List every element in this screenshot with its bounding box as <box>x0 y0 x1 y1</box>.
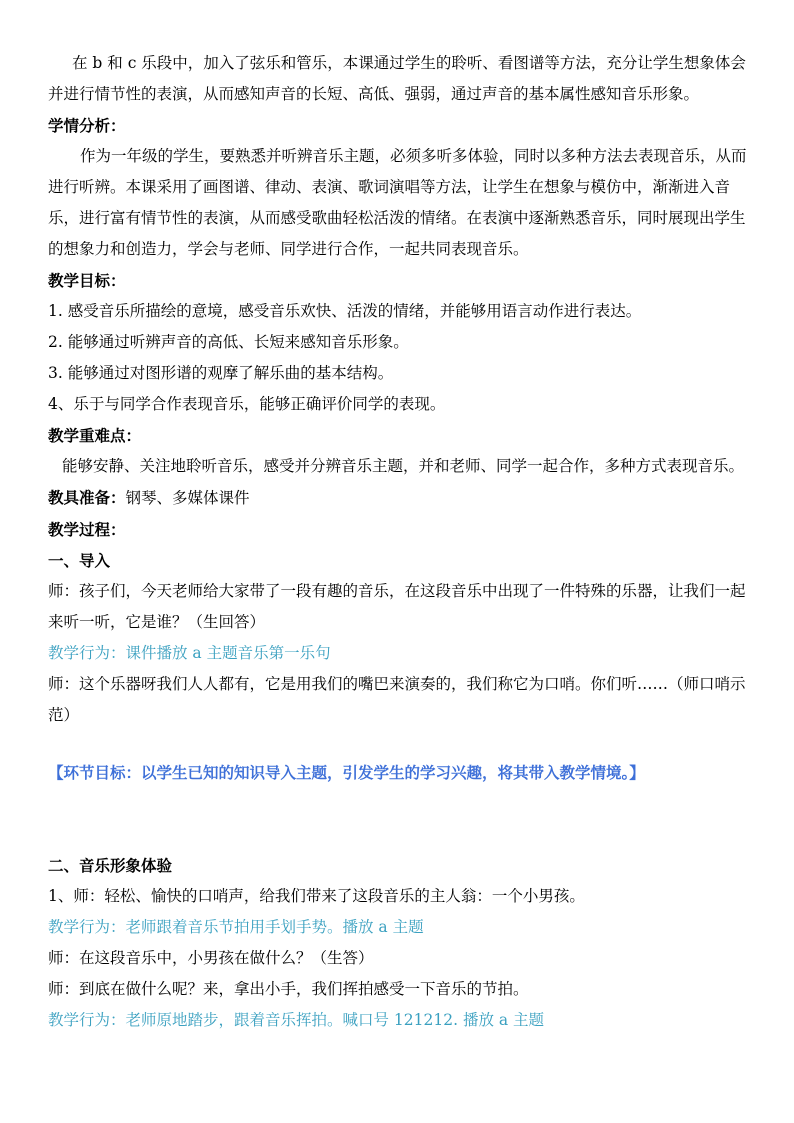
objective-item-1: 1. 感受音乐所描绘的意境，感受音乐欢快、活泼的情绪，并能够用语言动作进行表达。 <box>48 302 642 320</box>
materials-line <box>48 482 748 514</box>
objectives-heading: 教学目标： <box>48 271 126 290</box>
section2-line1: 1、师：轻松、愉快的口哨声，给我们带来了这段音乐的主人翁：一个小男孩。 <box>48 887 585 905</box>
section1-title: 一、导入 <box>48 551 111 570</box>
document-page <box>48 48 748 1036</box>
section1-line2: 师：这个乐器呀我们人人都有，它是用我们的嘴巴来演奏的，我们称它为口哨。你们听……（师口哨示范） <box>48 675 746 724</box>
key-points-text: 能够安静、关注地聆听音乐，感受并分辨音乐主题，并和老师、同学一起合作，多种方式表现音乐。 <box>62 457 745 475</box>
section1-goal: 【环节目标：以学生已知的知识导入主题，引发学生的学习兴趣，将其带入教学情境。】 <box>48 763 645 782</box>
materials-text: 钢琴、多媒体课件 <box>125 489 250 507</box>
section2-line2: 师：在这段音乐中，小男孩在做什么？（生答） <box>48 949 374 967</box>
section2-action1: 教学行为：老师跟着音乐节拍用手划手势。播放 a 主题 <box>48 918 424 936</box>
section1-line1: 师：孩子们，今天老师给大家带了一段有趣的音乐，在这段音乐中出现了一件特殊的乐器，让我们一起来听一听，它是谁？（生回答） <box>48 582 746 631</box>
section2-line3: 师：到底在做什么呢？来，拿出小手，我们挥拍感受一下音乐的节拍。 <box>48 980 529 998</box>
objective-item-3: 3. 能够通过对图形谱的观摩了解乐曲的基本结构。 <box>48 364 394 382</box>
intro-paragraph: 在 b 和 c 乐段中，加入了弦乐和管乐，本课通过学生的聆听、看图谱等方法，充分让学生想象体会并进行情节性的表演，从而感知声音的长短、高低、强弱，通过声音的基本属性感知音乐形象。 <box>48 54 746 103</box>
spacer <box>48 731 748 757</box>
section2-title: 二、音乐形象体验 <box>48 856 173 875</box>
section1-action1: 教学行为：课件播放 a 主题音乐第一乐句 <box>48 644 331 662</box>
objective-item-4: 4、乐于与同学合作表现音乐，能够正确评价同学的表现。 <box>48 395 446 413</box>
learning-analysis-heading: 学情分析： <box>48 116 126 135</box>
materials-label: 教具准备： <box>48 488 126 507</box>
section2-action2: 教学行为：老师原地踏步，跟着音乐挥拍。喊口号 121212. 播放 a 主题 <box>48 1011 545 1029</box>
learning-analysis-text: 作为一年级的学生，要熟悉并听辨音乐主题，必须多听多体验，同时以多种方法去表现音乐，从而进行听辨。本课采用了画图谱、律动、表演、歌词演唱等方法，让学生在想象与模仿中，渐渐进入音乐，进行富有情节性的表演，从而感受歌曲轻松活泼的情绪。在表演中逐渐熟悉音乐，同时展现出学生的想象力和创造力，学会与老师、同学进行合作，一起共同表现音乐。 <box>48 147 747 258</box>
spacer <box>48 788 748 850</box>
objective-item-2: 2. 能够通过听辨声音的高低、长短来感知音乐形象。 <box>48 333 409 351</box>
key-points-heading: 教学重难点： <box>48 426 142 445</box>
process-heading: 教学过程： <box>48 520 126 539</box>
